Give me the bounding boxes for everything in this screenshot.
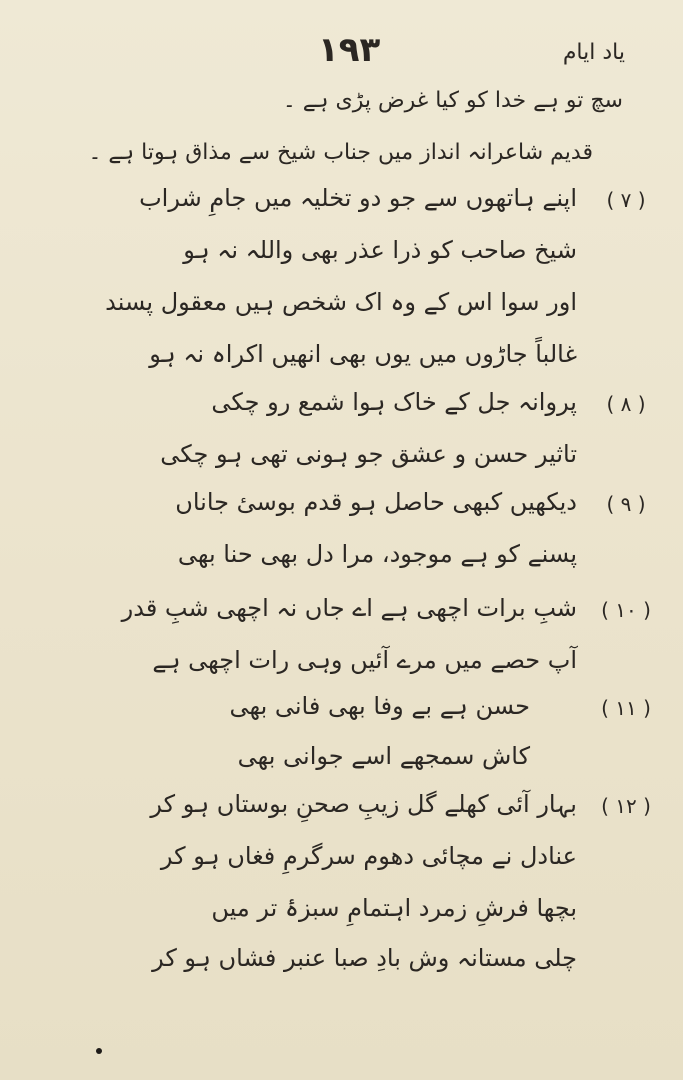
verse-line: کاش سمجھے اسے جوانی بھی bbox=[237, 742, 530, 770]
verse-number: ( ۱۱ ) bbox=[601, 696, 651, 720]
verse-line: بچھا فرشِ زمرد اہتمامِ سبزۂ تر میں bbox=[211, 894, 577, 922]
verse-line: پسنے کو ہے موجود، مرا دل بھی حنا بھی bbox=[177, 540, 577, 568]
prose-line: قدیم شاعرانہ انداز میں جناب شیخ سے مذاق ہوتا ہے ۔ bbox=[88, 140, 593, 165]
verse-line: شبِ برات اچھی ہے اے جاں نہ اچھی شبِ قدر bbox=[121, 594, 577, 622]
verse-number: ( ۷ ) bbox=[606, 188, 646, 212]
verse-line: دیکھیں کبھی حاصل ہو قدم بوسیٔ جاناں bbox=[175, 488, 577, 516]
verse-line: عنادل نے مچائی دھوم سرگرمِ فغاں ہو کر bbox=[160, 842, 577, 870]
verse-number: ( ۸ ) bbox=[606, 392, 646, 416]
verse-line: اپنے ہاتھوں سے جو دو تخلیہ میں جامِ شراب bbox=[139, 184, 577, 212]
verse-line: پروانہ جل کے خاک ہوا شمع رو چکی bbox=[211, 388, 577, 416]
verse-line: حسن ہے بے وفا بھی فانی بھی bbox=[229, 692, 530, 720]
page-number: ۱۹۳ bbox=[318, 30, 381, 70]
ink-speck bbox=[96, 1048, 102, 1054]
verse-line: تاثیر حسن و عشق جو ہونی تھی ہو چکی bbox=[160, 440, 577, 468]
verse-number: ( ۹ ) bbox=[606, 492, 646, 516]
verse-line: بہار آئی کھلے گل زیبِ صحنِ بوستاں ہو کر bbox=[150, 790, 577, 818]
prose-line: سچ تو ہے خدا کو کیا غرض پڑی ہے ۔ bbox=[282, 88, 623, 113]
verse-number: ( ۱۰ ) bbox=[601, 598, 651, 622]
verse-line: چلی مستانہ وش بادِ صبا عنبر فشاں ہو کر bbox=[152, 944, 577, 972]
verse-line: اور سوا اس کے وہ اک شخص ہیں معقول پسند bbox=[105, 288, 577, 316]
verse-line: آپ حصے میں مرے آئیں وہی رات اچھی ہے bbox=[152, 646, 577, 674]
running-header-title: یاد ایام bbox=[562, 40, 625, 65]
verse-number: ( ۱۲ ) bbox=[601, 794, 651, 818]
verse-line: غالباً جاڑوں میں یوں بھی انھیں اکراہ نہ ہو bbox=[149, 340, 577, 368]
verse-line: شیخ صاحب کو ذرا عذر بھی واللہ نہ ہو bbox=[183, 236, 577, 264]
